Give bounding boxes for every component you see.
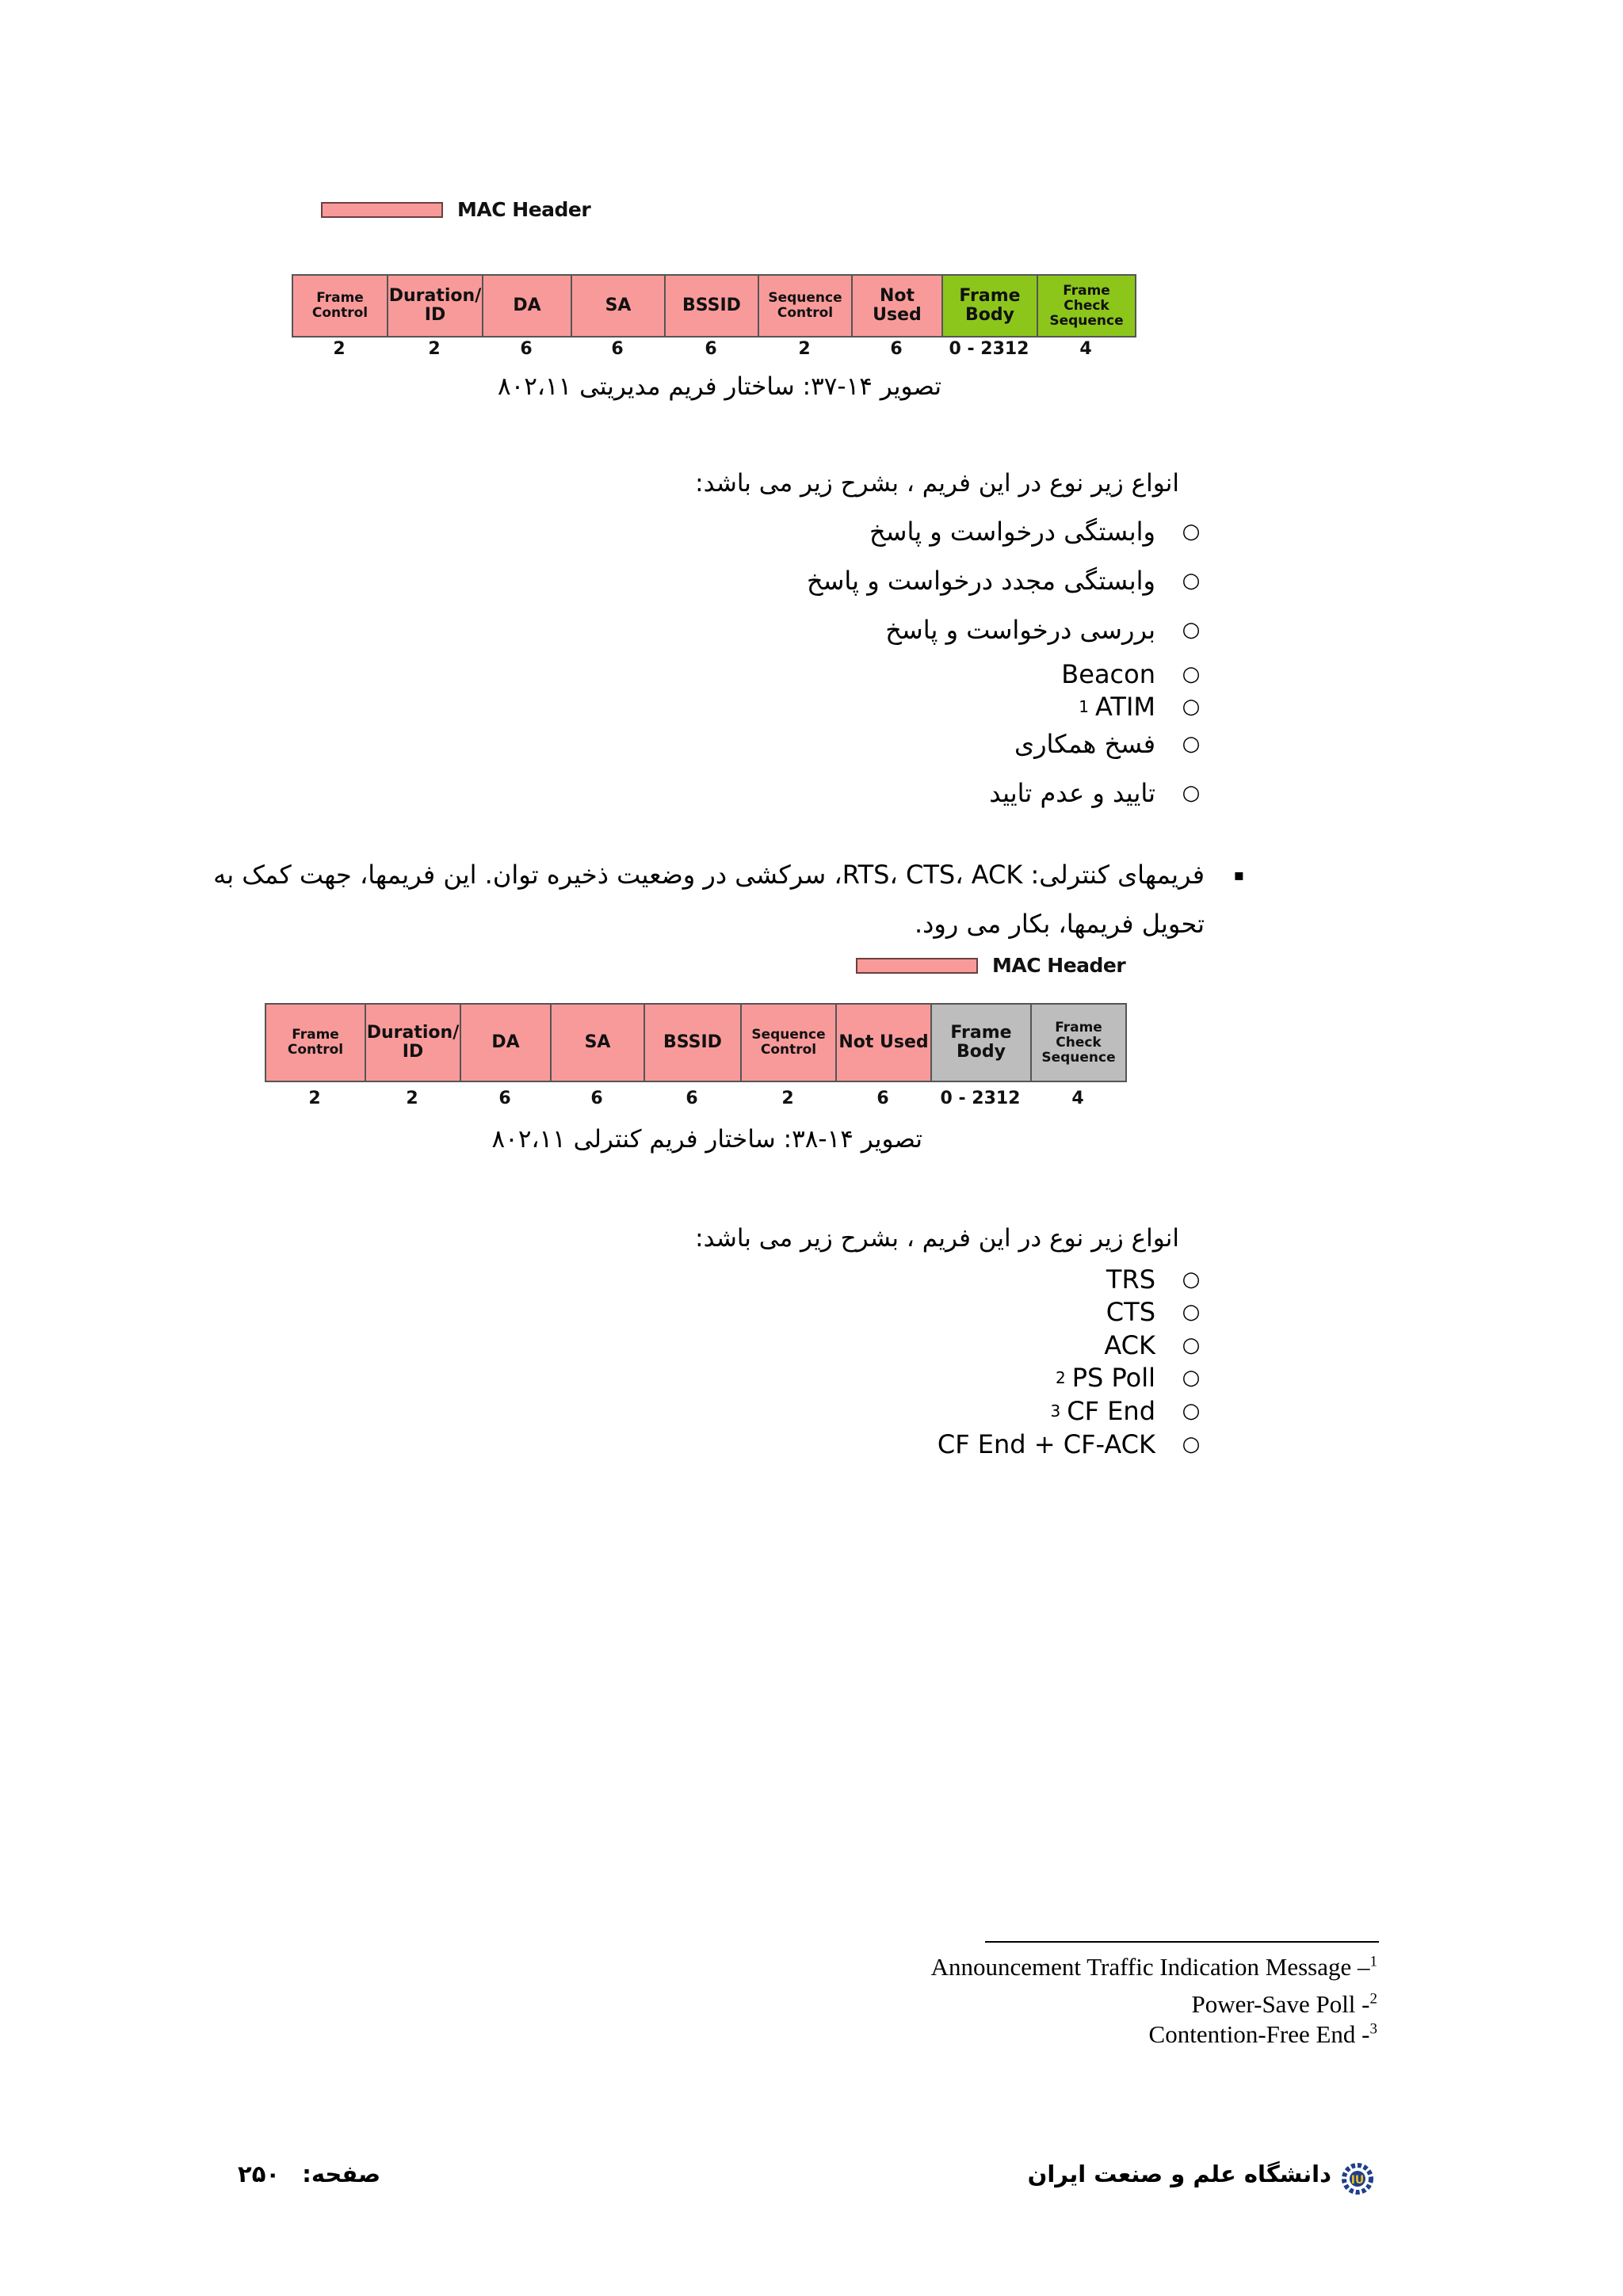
frame-fields-control <box>265 1003 1127 1082</box>
list-item <box>1079 692 1201 722</box>
footnote-marker: 1 <box>1079 697 1089 716</box>
list-item <box>1050 1396 1201 1426</box>
field-size: 6 <box>520 339 533 359</box>
circle-bullet-icon: ○ <box>1182 618 1201 642</box>
frame-field: BSSID <box>645 1005 742 1081</box>
frame-field: Frame Check Sequence <box>1032 1005 1127 1081</box>
page-number: ۲۵۰ <box>238 2161 281 2187</box>
list-item <box>1104 1330 1201 1360</box>
frame-field: Frame Check Sequence <box>1038 276 1136 336</box>
circle-bullet-icon: ○ <box>1182 1366 1201 1390</box>
footnote-text: Announcement Traffic Indication Message – <box>930 1953 1370 1981</box>
footnote-separator <box>985 1941 1379 1943</box>
field-size: 6 <box>705 339 717 359</box>
field-size: 6 <box>590 1089 603 1108</box>
list-item <box>1106 1297 1201 1327</box>
frame-field: Duration/ ID <box>366 1005 461 1081</box>
page-number-label <box>238 2161 380 2187</box>
frame-field: BSSID <box>666 276 759 336</box>
frame-field: DA <box>483 276 572 336</box>
page-label: صفحه: <box>302 2161 381 2187</box>
field-size: 2 <box>428 339 441 359</box>
svg-text:IU: IU <box>1350 2174 1365 2187</box>
frame-field: Frame Body <box>932 1005 1032 1081</box>
circle-bullet-icon: ○ <box>1182 781 1201 805</box>
mac-header-legend <box>856 954 1125 977</box>
section-intro: انواع زیر نوع در این فریم ، بشرح زیر می باشد: <box>695 469 1179 498</box>
frame-field: DA <box>461 1005 552 1081</box>
list-item-text: وابستگی درخواست و پاسخ <box>869 517 1155 547</box>
field-size: 6 <box>498 1089 511 1108</box>
field-size: 2 <box>333 339 346 359</box>
list-item <box>806 566 1201 596</box>
frame-field: Frame Body <box>943 276 1038 336</box>
frame-field: Frame Control <box>293 276 388 336</box>
footnote-marker: 3 <box>1050 1402 1061 1421</box>
circle-bullet-icon: ○ <box>1182 732 1201 756</box>
list-item-text: CTS <box>1106 1297 1155 1327</box>
university-name: دانشگاه علم و صنعت ایران <box>1027 2161 1331 2187</box>
list-item <box>1106 1264 1201 1295</box>
circle-bullet-icon: ○ <box>1182 569 1201 593</box>
list-item <box>1061 659 1201 689</box>
paragraph-line-2: تحویل فریمها، بکار می رود. <box>914 909 1205 939</box>
square-bullet: ▪ <box>1233 865 1244 884</box>
footnote-text: Contention-Free End - <box>1148 2020 1370 2048</box>
list-item-text: ATIM <box>1095 692 1155 722</box>
field-size: 6 <box>890 339 903 359</box>
legend-label: MAC Header <box>992 954 1126 977</box>
legend-swatch <box>321 202 443 218</box>
list-item-text: CF End <box>1067 1396 1155 1426</box>
field-size: 4 <box>1079 339 1092 359</box>
frame-field-sizes-management <box>292 339 1135 359</box>
circle-bullet-icon: ○ <box>1182 695 1201 719</box>
field-size: 4 <box>1071 1089 1084 1108</box>
field-size: 6 <box>685 1089 698 1108</box>
footnote-text: Power-Save Poll - <box>1191 1990 1370 2018</box>
list-item-text: PS Poll <box>1071 1363 1155 1393</box>
footnote <box>1192 1990 1377 2019</box>
figure-caption: تصویر ۱۴-۳۷: ساختار فریم مدیریتی ۸۰۲،۱۱ <box>497 372 941 401</box>
list-item-text: تایید و عدم تایید <box>989 778 1155 808</box>
mac-header-legend <box>321 198 590 221</box>
circle-bullet-icon: ○ <box>1182 1333 1201 1357</box>
field-size: 2 <box>406 1089 418 1108</box>
list-item-text: فسخ همکاری <box>1014 729 1155 759</box>
circle-bullet-icon: ○ <box>1182 1300 1201 1324</box>
list-item-text: ACK <box>1104 1330 1155 1360</box>
footnote-number: 1 <box>1369 1953 1377 1970</box>
field-size: 6 <box>876 1089 889 1108</box>
list-item <box>869 517 1201 547</box>
field-size: 6 <box>611 339 624 359</box>
circle-bullet-icon: ○ <box>1182 1432 1201 1456</box>
field-size: 0 - 2312 <box>940 1089 1021 1108</box>
list-item-text: TRS <box>1106 1264 1155 1295</box>
frame-field: Frame Control <box>266 1005 366 1081</box>
list-item-text: بررسی درخواست و پاسخ <box>885 615 1155 645</box>
field-size: 2 <box>308 1089 321 1108</box>
field-size: 2 <box>781 1089 794 1108</box>
list-item <box>937 1429 1201 1459</box>
list-item <box>989 778 1201 808</box>
circle-bullet-icon: ○ <box>1182 1399 1201 1423</box>
section-intro: انواع زیر نوع در این فریم ، بشرح زیر می باشد: <box>695 1224 1179 1253</box>
field-size: 0 - 2312 <box>949 339 1029 359</box>
footnote-number: 3 <box>1369 2020 1377 2038</box>
footnote-marker: 2 <box>1055 1368 1066 1387</box>
frame-field: Not Used <box>853 276 943 336</box>
legend-swatch <box>856 958 978 974</box>
frame-field-sizes-control <box>265 1089 1125 1108</box>
frame-fields-management <box>292 274 1136 338</box>
circle-bullet-icon: ○ <box>1182 662 1201 686</box>
list-item-text: CF End + CF-ACK <box>937 1429 1155 1459</box>
footnote <box>1149 2020 1377 2049</box>
frame-field: SA <box>552 1005 645 1081</box>
university-logo-icon <box>1338 2161 1377 2200</box>
circle-bullet-icon: ○ <box>1182 1268 1201 1291</box>
field-size: 2 <box>798 339 811 359</box>
frame-field: Duration/ ID <box>388 276 483 336</box>
frame-field: SA <box>572 276 666 336</box>
footnote-number: 2 <box>1369 1990 1377 2008</box>
frame-field: Not Used <box>837 1005 932 1081</box>
frame-field: Sequence Control <box>759 276 853 336</box>
control-frames-paragraph <box>174 850 1244 948</box>
figure-caption: تصویر ۱۴-۳۸: ساختار فریم کنترلی ۸۰۲،۱۱ <box>491 1125 922 1154</box>
list-item-text: Beacon <box>1061 659 1155 689</box>
list-item <box>1014 729 1201 759</box>
frame-field: Sequence Control <box>742 1005 837 1081</box>
legend-label: MAC Header <box>457 198 591 221</box>
list-item <box>885 615 1201 645</box>
list-item <box>1055 1363 1201 1393</box>
circle-bullet-icon: ○ <box>1182 520 1201 543</box>
footnote <box>931 1953 1377 1981</box>
paragraph-line-1: فریمهای کنترلی: RTS، CTS، ACK، سرکشی در وضعیت ذخیره توان. این فریمها، جهت کمک به <box>213 860 1205 890</box>
list-item-text: وابستگی مجدد درخواست و پاسخ <box>806 566 1155 596</box>
